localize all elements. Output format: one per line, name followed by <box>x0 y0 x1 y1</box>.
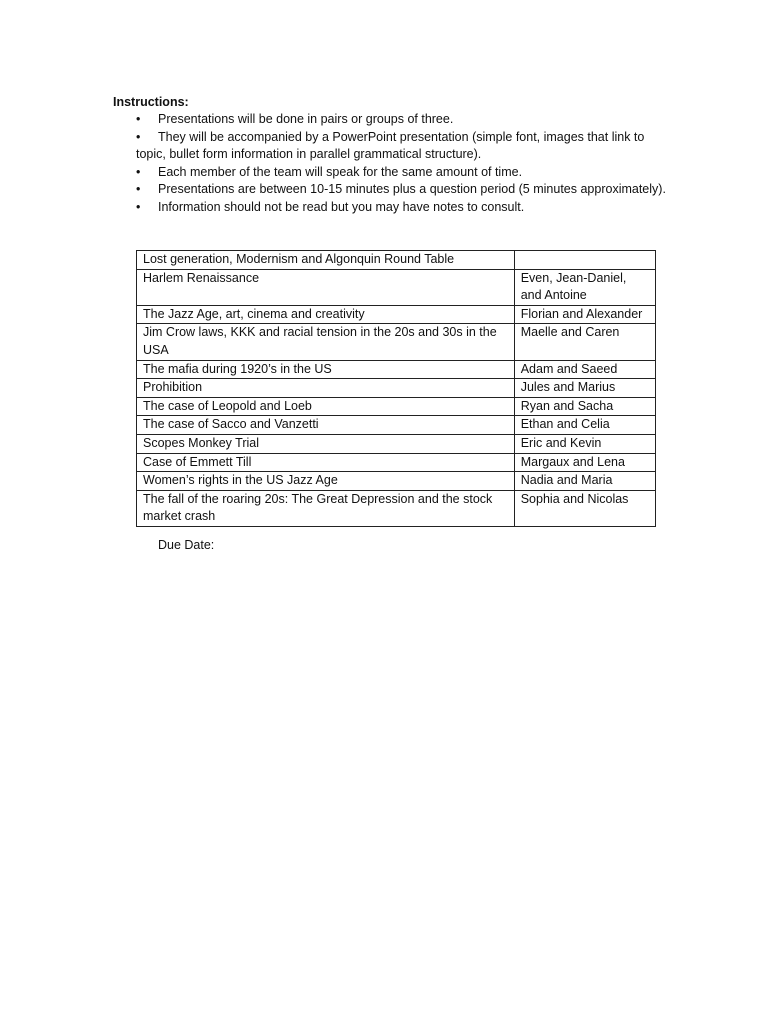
names-cell: Margaux and Lena <box>514 453 655 472</box>
topic-cell: Harlem Renaissance <box>137 269 515 305</box>
due-date-label: Due Date: <box>158 538 215 552</box>
names-cell: Eric and Kevin <box>514 434 655 453</box>
assignment-table <box>136 250 656 527</box>
instruction-item <box>136 111 666 129</box>
names-cell: Adam and Saeed <box>514 360 655 379</box>
instruction-text: Information should not be read but you may have notes to consult. <box>158 199 525 214</box>
names-cell: Ethan and Celia <box>514 416 655 435</box>
table-row <box>137 453 656 472</box>
names-cell: Ryan and Sacha <box>514 397 655 416</box>
instruction-text: They will be accompanied by a PowerPoint presentation (simple font, images that link to topic, bullet form information in parallel grammatical structure). <box>136 129 645 162</box>
table-row <box>137 269 656 305</box>
topic-cell: Scopes Monkey Trial <box>137 434 515 453</box>
names-cell <box>514 251 655 270</box>
topic-cell: Case of Emmett Till <box>137 453 515 472</box>
instruction-text: Presentations are between 10-15 minutes plus a question period (5 minutes approximately). <box>158 182 666 197</box>
table-row <box>137 490 656 526</box>
names-cell: Florian and Alexander <box>514 305 655 324</box>
topic-cell: The fall of the roaring 20s: The Great Depression and the stock market crash <box>137 490 515 526</box>
table-row <box>137 434 656 453</box>
table-row <box>137 251 656 270</box>
names-cell: Maelle and Caren <box>514 324 655 360</box>
table-row <box>137 379 656 398</box>
topic-cell: Women’s rights in the US Jazz Age <box>137 472 515 491</box>
bullet-icon: • <box>136 112 141 126</box>
table-row <box>137 472 656 491</box>
topic-cell: Lost generation, Modernism and Algonquin Round Table <box>137 251 515 270</box>
instructions-heading: Instructions: <box>113 95 189 109</box>
table-row <box>137 324 656 360</box>
topic-cell: The mafia during 1920’s in the US <box>137 360 515 379</box>
bullet-icon: • <box>136 182 141 197</box>
topic-cell: Jim Crow laws, KKK and racial tension in the 20s and 30s in the USA <box>137 324 515 360</box>
names-cell: Nadia and Maria <box>514 472 655 491</box>
table-row <box>137 416 656 435</box>
table-row <box>137 305 656 324</box>
topic-cell: The case of Leopold and Loeb <box>137 397 515 416</box>
table-row <box>137 360 656 379</box>
names-cell: Even, Jean-Daniel, and Antoine <box>514 269 655 305</box>
table-row <box>137 397 656 416</box>
topic-cell: The case of Sacco and Vanzetti <box>137 416 515 435</box>
instruction-item <box>136 164 666 182</box>
topic-cell: Prohibition <box>137 379 515 398</box>
bullet-icon: • <box>136 164 141 179</box>
topic-cell: The Jazz Age, art, cinema and creativity <box>137 305 515 324</box>
bullet-icon: • <box>136 199 141 214</box>
instruction-item <box>136 181 666 199</box>
instruction-item <box>136 129 666 164</box>
instruction-item <box>136 199 666 217</box>
names-cell: Sophia and Nicolas <box>514 490 655 526</box>
names-cell: Jules and Marius <box>514 379 655 398</box>
instruction-text: Presentations will be done in pairs or groups of three. <box>158 112 454 126</box>
instructions-list <box>136 111 666 217</box>
instruction-text: Each member of the team will speak for the same amount of time. <box>158 164 523 179</box>
bullet-icon: • <box>136 129 141 144</box>
